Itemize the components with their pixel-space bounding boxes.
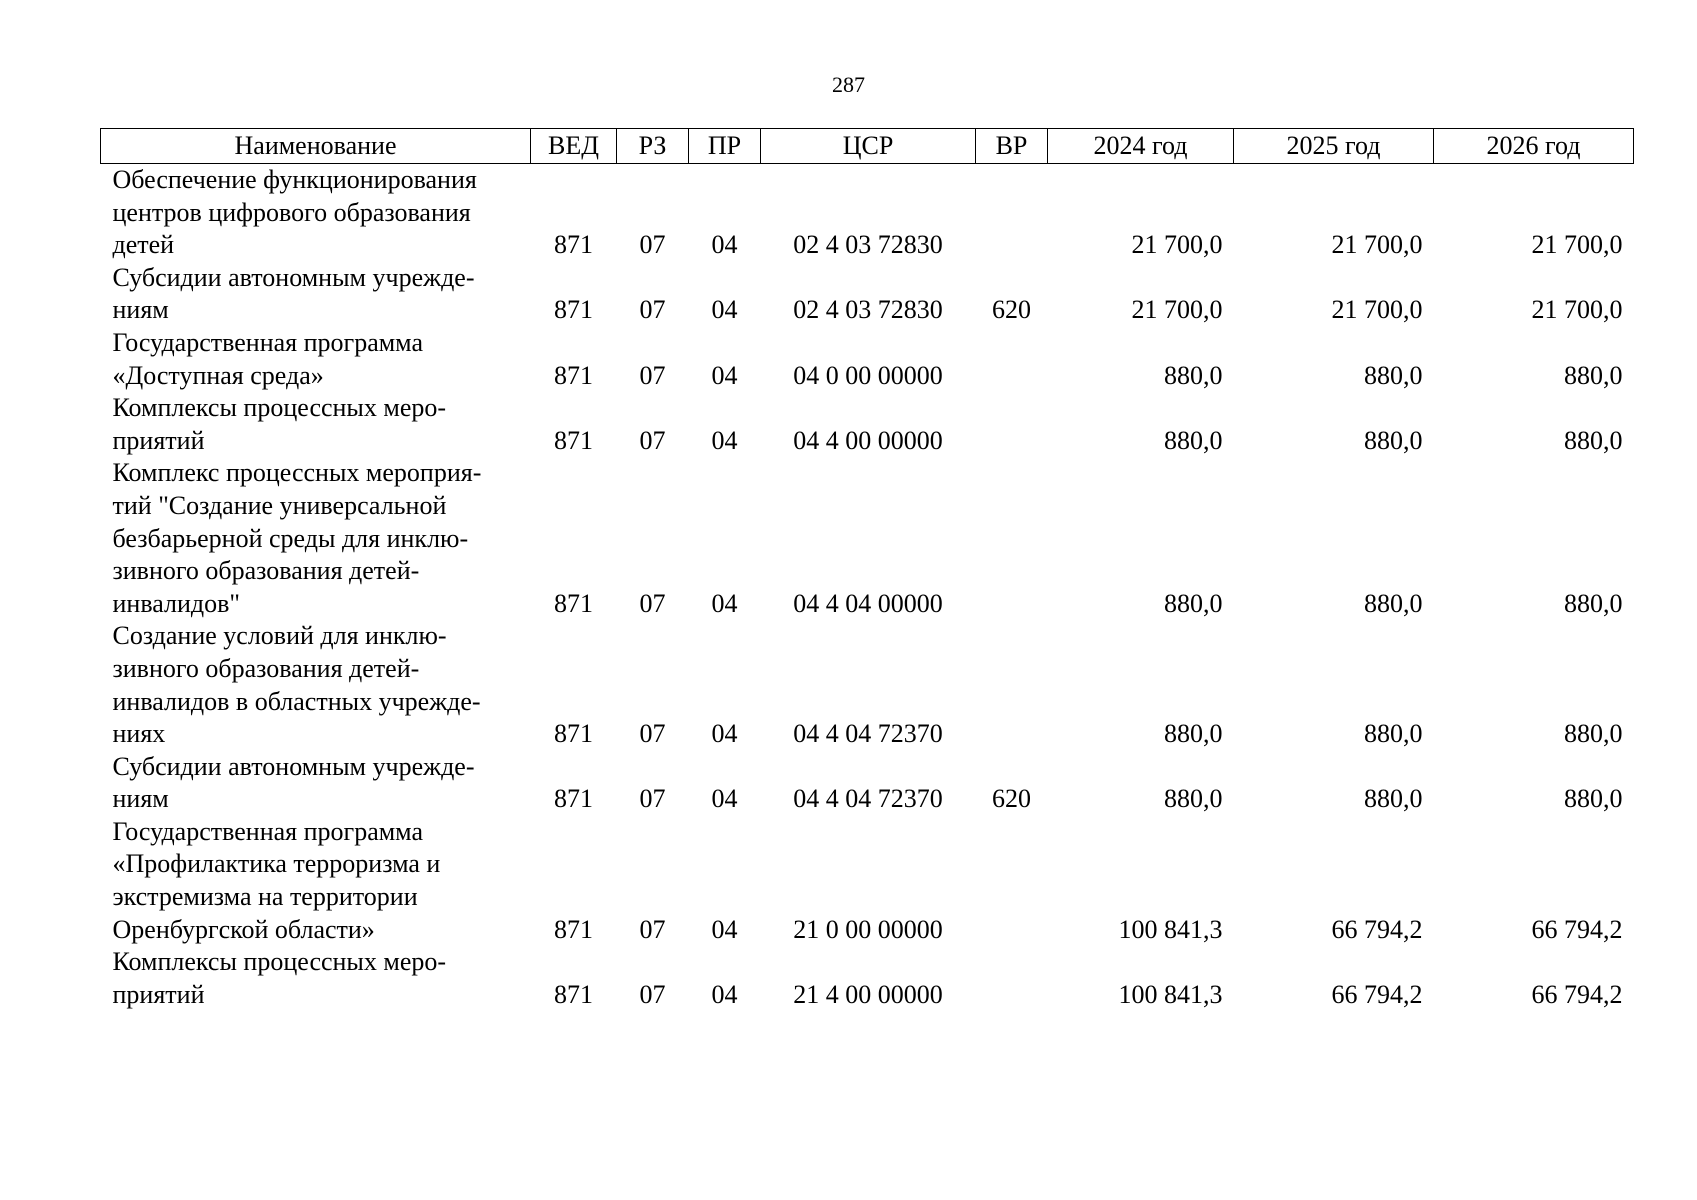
cell-pr: 04 xyxy=(711,914,738,944)
cell-name-line: «Профилактика терроризма и xyxy=(112,849,441,879)
cell-2024: 880,0 xyxy=(1164,784,1223,814)
cell-2024: 880,0 xyxy=(1164,360,1223,390)
cell-2025: 880,0 xyxy=(1364,719,1423,749)
cell-ved: 871 xyxy=(554,719,593,749)
cell-2026: 21 700,0 xyxy=(1531,295,1623,325)
header-2024: 2024 год xyxy=(1048,129,1234,164)
table-header xyxy=(101,129,1634,164)
cell-name xyxy=(101,164,531,262)
cell-ved: 871 xyxy=(554,588,593,618)
cell-name-line: «Доступная среда» xyxy=(112,360,324,390)
cell-name-line: детей xyxy=(112,230,175,260)
cell-csr: 04 0 00 00000 xyxy=(793,360,943,390)
cell-name xyxy=(101,620,531,750)
cell-vr xyxy=(976,164,1048,262)
cell-pr: 04 xyxy=(711,719,738,749)
table-row xyxy=(101,327,1634,392)
cell-name-line: приятий xyxy=(112,979,205,1009)
table-row xyxy=(101,751,1634,816)
cell-name-line: инвалидов в областных учрежде- xyxy=(112,686,481,716)
cell-name-line: центров цифрового образования xyxy=(112,197,471,227)
cell-rz: 07 xyxy=(639,979,666,1009)
cell-2024: 880,0 xyxy=(1164,719,1223,749)
cell-vr xyxy=(976,327,1048,392)
cell-2025: 880,0 xyxy=(1364,425,1423,455)
cell-name-line: Государственная программа xyxy=(112,816,424,846)
cell-ved: 871 xyxy=(554,230,593,260)
cell-rz: 07 xyxy=(639,295,666,325)
cell-2024: 880,0 xyxy=(1164,588,1223,618)
cell-name-line: Комплексы процессных меро- xyxy=(112,393,447,423)
cell-vr: 620 xyxy=(992,784,1031,814)
cell-name-line: безбарьерной среды для инклю- xyxy=(112,523,469,553)
cell-name-line: экстремизма на территории xyxy=(112,882,418,912)
cell-csr: 04 4 04 72370 xyxy=(793,719,943,749)
cell-name-line: тий "Создание универсальной xyxy=(112,490,447,520)
cell-csr: 02 4 03 72830 xyxy=(793,230,943,260)
cell-2025: 21 700,0 xyxy=(1331,295,1423,325)
cell-name-line: Обеспечение функционирования xyxy=(112,165,477,194)
cell-rz: 07 xyxy=(639,360,666,390)
cell-pr: 04 xyxy=(711,360,738,390)
table-row xyxy=(101,392,1634,457)
cell-csr: 04 4 04 72370 xyxy=(793,784,943,814)
cell-name-line: приятий xyxy=(112,425,205,455)
header-ved: ВЕД xyxy=(531,129,617,164)
cell-name-line: Комплекс процессных мероприя- xyxy=(112,458,482,488)
cell-pr: 04 xyxy=(711,784,738,814)
cell-name-line: Государственная программа xyxy=(112,327,424,357)
cell-2026: 66 794,2 xyxy=(1531,914,1623,944)
table-row xyxy=(101,457,1634,620)
cell-name-line: ниям xyxy=(112,784,169,814)
header-2026: 2026 год xyxy=(1434,129,1634,164)
cell-csr: 02 4 03 72830 xyxy=(793,295,943,325)
cell-name-line: Создание условий для инклю- xyxy=(112,621,447,651)
cell-2025: 66 794,2 xyxy=(1331,979,1423,1009)
cell-name-line: Субсидии автономным учрежде- xyxy=(112,262,475,292)
cell-vr xyxy=(976,392,1048,457)
cell-ved: 871 xyxy=(554,979,593,1009)
cell-pr: 04 xyxy=(711,425,738,455)
cell-2024: 880,0 xyxy=(1164,425,1223,455)
cell-vr xyxy=(976,946,1048,1011)
header-rz: РЗ xyxy=(617,129,689,164)
page-number: 287 xyxy=(832,72,865,97)
header-csr: ЦСР xyxy=(761,129,976,164)
cell-2025: 66 794,2 xyxy=(1331,914,1423,944)
cell-vr xyxy=(976,816,1048,946)
cell-2025: 880,0 xyxy=(1364,784,1423,814)
cell-name xyxy=(101,392,531,457)
cell-name-line: Комплексы процессных меро- xyxy=(112,947,447,977)
header-pr: ПР xyxy=(689,129,761,164)
cell-rz: 07 xyxy=(639,230,666,260)
table-row xyxy=(101,164,1634,262)
cell-name-line: Субсидии автономным учрежде- xyxy=(112,751,475,781)
header-name: Наименование xyxy=(101,129,531,164)
cell-name-line: Оренбургской области» xyxy=(112,914,375,944)
cell-ved: 871 xyxy=(554,360,593,390)
table-row xyxy=(101,816,1634,946)
cell-rz: 07 xyxy=(639,914,666,944)
cell-2025: 880,0 xyxy=(1364,360,1423,390)
cell-pr: 04 xyxy=(711,588,738,618)
cell-csr: 21 4 00 00000 xyxy=(793,979,943,1009)
cell-rz: 07 xyxy=(639,719,666,749)
cell-name-line: инвалидов" xyxy=(112,588,241,618)
cell-pr: 04 xyxy=(711,295,738,325)
cell-csr: 21 0 00 00000 xyxy=(793,914,943,944)
cell-csr: 04 4 00 00000 xyxy=(793,425,943,455)
header-row xyxy=(101,129,1634,164)
cell-2025: 21 700,0 xyxy=(1331,230,1423,260)
cell-name xyxy=(101,457,531,620)
cell-pr: 04 xyxy=(711,230,738,260)
cell-vr xyxy=(976,620,1048,750)
cell-rz: 07 xyxy=(639,425,666,455)
cell-rz: 07 xyxy=(639,588,666,618)
cell-2026: 880,0 xyxy=(1564,784,1623,814)
table-body xyxy=(101,164,1634,1012)
cell-vr: 620 xyxy=(992,295,1031,325)
table-row xyxy=(101,946,1634,1011)
cell-2026: 880,0 xyxy=(1564,588,1623,618)
cell-ved: 871 xyxy=(554,914,593,944)
cell-ved: 871 xyxy=(554,295,593,325)
cell-name-line: ниям xyxy=(112,295,169,325)
cell-ved: 871 xyxy=(554,784,593,814)
cell-2026: 66 794,2 xyxy=(1531,979,1623,1009)
header-2025: 2025 год xyxy=(1234,129,1434,164)
cell-name xyxy=(101,262,531,327)
cell-name-line: зивного образования детей- xyxy=(112,556,420,586)
cell-2024: 100 841,3 xyxy=(1118,914,1223,944)
cell-rz: 07 xyxy=(639,784,666,814)
cell-2026: 880,0 xyxy=(1564,360,1623,390)
budget-table xyxy=(100,128,1634,1011)
cell-pr: 04 xyxy=(711,979,738,1009)
cell-name xyxy=(101,946,531,1011)
cell-name xyxy=(101,327,531,392)
cell-2026: 21 700,0 xyxy=(1531,230,1623,260)
cell-2024: 100 841,3 xyxy=(1118,979,1223,1009)
cell-ved: 871 xyxy=(554,425,593,455)
cell-2025: 880,0 xyxy=(1364,588,1423,618)
table-row xyxy=(101,262,1634,327)
cell-vr xyxy=(976,457,1048,620)
table-row xyxy=(101,620,1634,750)
cell-name-line: ниях xyxy=(112,719,166,749)
cell-2024: 21 700,0 xyxy=(1131,230,1223,260)
cell-2026: 880,0 xyxy=(1564,425,1623,455)
cell-name xyxy=(101,751,531,816)
cell-name xyxy=(101,816,531,946)
cell-2024: 21 700,0 xyxy=(1131,295,1223,325)
header-vr: ВР xyxy=(976,129,1048,164)
cell-name-line: зивного образования детей- xyxy=(112,653,420,683)
cell-2026: 880,0 xyxy=(1564,719,1623,749)
cell-csr: 04 4 04 00000 xyxy=(793,588,943,618)
